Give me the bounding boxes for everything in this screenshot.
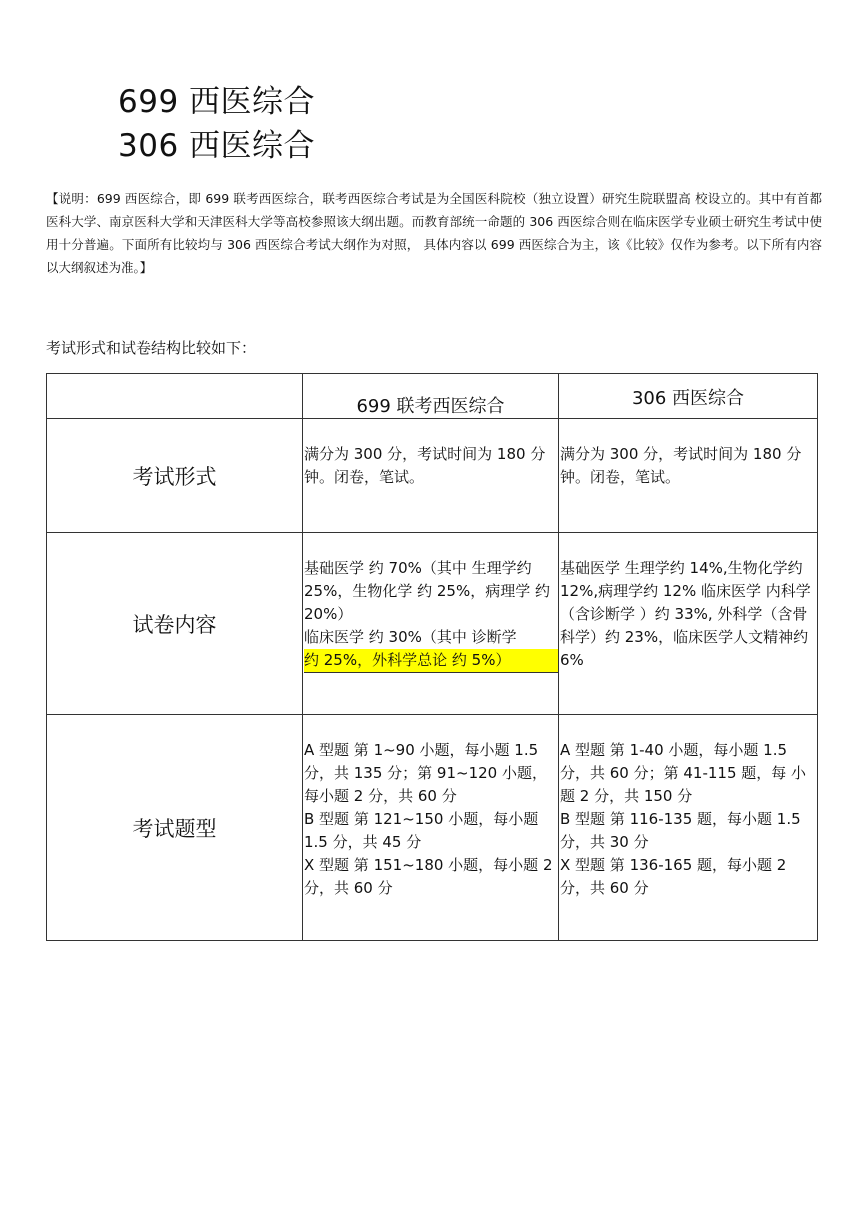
title-699: 699 西医综合: [118, 84, 316, 120]
comparison-table: [46, 373, 818, 941]
cell-text: B 型题 第 121~150 小题，每小题 1.5 分，共 45 分: [304, 810, 539, 851]
cell-306-exam-format: [559, 419, 818, 533]
title-306: 306 西医综合: [118, 128, 316, 164]
row-label-question-types: 考试题型: [47, 715, 303, 941]
highlighted-text: 约 25%，外科学总论 约 5%）: [304, 649, 558, 673]
cell-text: X 型题 第 136-165 题，每小题 2 分，共 60 分: [560, 856, 787, 897]
cell-text: 满分为 300 分，考试时间为 180 分钟。闭卷，笔试。: [304, 445, 546, 486]
cell-text: 基础医学 生理学约 14%,生物化学约 12%,病理学约 12% 临床医学 内科学（含诊断学 ）约 33%, 外科学（含骨科学）约 23%，临床医学人文精神约 6%: [560, 559, 811, 669]
cell-text: B 型题 第 116-135 题，每小题 1.5 分，共 30 分: [560, 810, 801, 851]
table-row: [47, 419, 818, 533]
cell-text: 基础医学 约 70%（其中 生理学约 25%，生物化学 约 25%，病理学 约 20%）: [304, 559, 550, 623]
cell-306-paper-content: [559, 533, 818, 715]
cell-306-question-types: [559, 715, 818, 941]
row-label-exam-format: 考试形式: [47, 419, 303, 533]
title-block: [118, 80, 315, 168]
cell-699-question-types: [303, 715, 559, 941]
header-699: 699 联考西医综合: [303, 374, 559, 419]
table-row: [47, 533, 818, 715]
cell-text: A 型题 第 1-40 小题，每小题 1.5 分，共 60 分；第 41-115 题，每 小题 2 分，共 150 分: [560, 741, 807, 805]
header-306: 306 西医综合: [559, 374, 818, 419]
header-empty: [47, 374, 303, 419]
cell-text: X 型题 第 151~180 小题，每小题 2 分，共 60 分: [304, 856, 553, 897]
table-header-row: [47, 374, 818, 419]
explanation-note: 【说明：699 西医综合，即 699 联考西医综合，联考西医综合考试是为全国医科院校（独立设置）研究生院联盟高 校设立的。其中有首都医科大学、南京医科大学和天津医科大学等高校参照该大纲出题。而教育部统一命题的 306 西医综合则在临床医学专业硕士研究生考试中使用十分普遍。下面所有比较均与 306 西医综合考试大纲作为对照， 具体内容以 699 西医综合为主，该《比较》仅作为参考。以下所有内容以大纲叙述为准。】: [46, 191, 822, 275]
table-row: [47, 715, 818, 941]
cell-699-exam-format: [303, 419, 559, 533]
cell-text: 临床医学 约 30%（其中 诊断学: [304, 628, 517, 646]
cell-text: 满分为 300 分，考试时间为 180 分钟。闭卷，笔试。: [560, 445, 802, 486]
cell-699-paper-content: [303, 533, 559, 715]
table-intro: 考试形式和试卷结构比较如下：: [46, 339, 257, 357]
cell-text: A 型题 第 1~90 小题，每小题 1.5 分，共 135 分；第 91~120 小题，每小题 2 分，共 60 分: [304, 741, 547, 805]
row-label-paper-content: 试卷内容: [47, 533, 303, 715]
